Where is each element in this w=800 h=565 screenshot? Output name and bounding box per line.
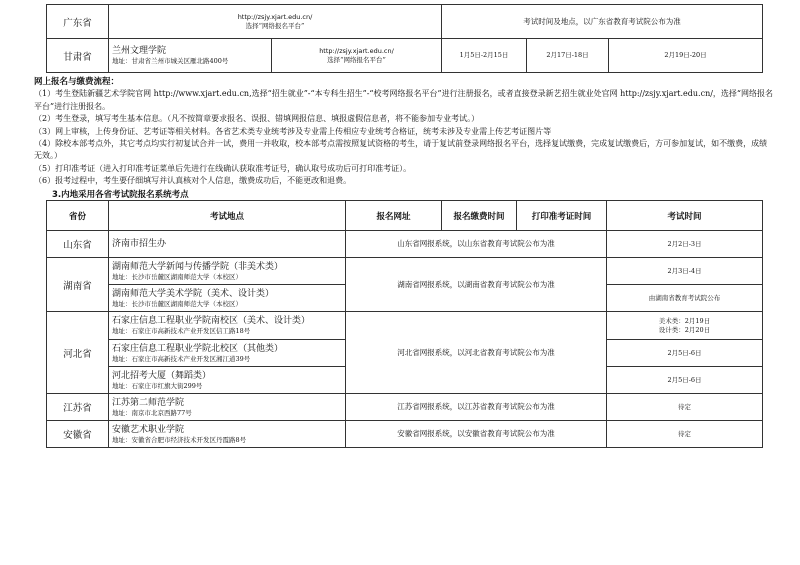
header-venue: 考试地点 — [109, 201, 346, 231]
flow-title: 网上报名与缴费流程： — [34, 77, 120, 87]
province-hebei: 河北省 — [47, 312, 109, 394]
system-note: 山东省网报系统，以山东省教育考试院公布为准 — [346, 231, 607, 258]
system-note: 湖南省网报系统，以湖南省教育考试院公布为准 — [346, 258, 607, 312]
exam-time: 2月5日-6日 — [607, 367, 763, 394]
table-row — [47, 421, 763, 448]
exam-time: 待定 — [607, 394, 763, 421]
flow-step-2: （2）考生登录，填写考生基本信息。（凡不按简章要求报名、误报、错填网报信息、填报虚假信息者，将不能参加专业考试。） — [34, 114, 480, 124]
venue-address: 地址：石家庄市高新技术产业开发区信工路18号 — [112, 327, 251, 335]
section-title: 3.内地采用各省考试院报名系统考点 — [52, 190, 189, 200]
header-url: 报名网址 — [346, 201, 442, 231]
venue-address: 地址：长沙市岳麓区湖南师范大学（本校区） — [112, 272, 242, 281]
header-fee-time: 报名缴费时间 — [442, 201, 517, 231]
venue-name: 石家庄信息工程职业学院南校区（美术、设计类） — [112, 316, 311, 326]
province-cell: 广东省 — [47, 5, 109, 39]
url-note: 选择“网络报名平台” — [327, 55, 386, 64]
url-cell — [272, 39, 442, 73]
venue-address: 地址：南京市北京西路77号 — [112, 408, 192, 417]
venue-cell — [109, 394, 346, 421]
header-exam-time: 考试时间 — [607, 201, 763, 231]
province-anhui: 安徽省 — [47, 421, 109, 448]
merged-note: 考试时间及地点，以广东省教育考试院公布为准 — [442, 5, 763, 39]
flow-step-4: （4）除校本部考点外，其它考点均实行初复试合并一试，费用一并收取，校本部考点需按照复试资格的考生，请于复试前登录网络报名平台，选择复试缴费，完成复试缴费后，方可参加复试，如不缴费，成绩无效。） — [34, 139, 768, 161]
venue-cell — [109, 285, 346, 312]
system-note: 河北省网报系统，以河北省教育考试院公布为准 — [346, 312, 607, 394]
venue-cell — [109, 340, 346, 367]
province-hunan: 湖南省 — [47, 258, 109, 312]
exam-time: 2月2日-3日 — [607, 231, 763, 258]
url-note: 选择“网络报名平台” — [245, 21, 305, 30]
exam-time: 由湖南省教育考试院公布 — [607, 285, 763, 312]
venue-name: 兰州文理学院 — [112, 46, 167, 56]
table-row — [47, 312, 763, 340]
venue-cell — [109, 312, 346, 340]
exam-time — [607, 312, 763, 340]
registration-url[interactable]: http://zsjy.xjart.edu.cn/ — [237, 12, 313, 21]
venue-name: 湖南师范大学美术学院（美术、设计类） — [112, 288, 275, 299]
venue-name: 济南市招生办 — [109, 231, 346, 258]
venue-cell — [109, 421, 346, 448]
exam-time-art: 美术类：2月19日 — [658, 316, 711, 325]
venue-address: 地址：安徽省合肥市经济技术开发区丹霞路8号 — [112, 435, 247, 444]
header-province: 省份 — [47, 201, 109, 231]
venue-name: 河北招考大厦（舞蹈类） — [112, 370, 212, 381]
exam-time: 2月19日-20日 — [609, 39, 763, 73]
top-exam-table — [46, 4, 763, 73]
venue-name: 江苏第二师范学院 — [112, 397, 185, 408]
table-header — [47, 201, 763, 231]
flow-step-6: （6）报考过程中，考生要仔细填写并认真核对个人信息，缴费成功后，不能更改和退费。 — [34, 176, 352, 186]
flow-step-5: （5）打印准考证（进入打印准考证菜单后先进行在线确认获取准考证号，确认取号成功后可打印准考证）。 — [34, 163, 412, 173]
registration-flow — [34, 76, 774, 188]
province-cell: 甘肃省 — [47, 39, 109, 73]
table-row — [47, 258, 763, 285]
flow-step-3: （3）网上审核，上传身份证、艺考证等相关材料。各省艺术类专业统考涉及专业需上传相应专业统考合格证，统考未涉及专业需上传艺考证图片等 — [34, 126, 552, 136]
province-jiangsu: 江苏省 — [47, 394, 109, 421]
url-cell — [109, 5, 442, 39]
venue-cell — [109, 258, 346, 285]
province-shandong: 山东省 — [47, 231, 109, 258]
table-row — [47, 394, 763, 421]
venue-address: 地址：石家庄市高新技术产业开发区湘江道39号 — [112, 354, 251, 363]
venue-cell — [109, 39, 272, 73]
venue-address: 地址：长沙市岳麓区湖南师范大学（本校区） — [112, 299, 242, 308]
flow-step-1: （1）考生登陆新疆艺术学院官网 http://www.xjart.edu.cn,选择“招生就业”-“本专科生招生”-“校考网络报名平台”进行注册报名，或者直接登录新艺招生就业处官网 http://zsjy.xjart.edu.cn/，选择“网络报名平台”进行注册报名。 — [34, 89, 774, 111]
venue-cell — [109, 367, 346, 394]
exam-time-design: 设计类：2月20日 — [658, 325, 711, 334]
venue-name: 安徽艺术职业学院 — [112, 424, 185, 435]
venue-name: 石家庄信息工程职业学院北校区（其他类） — [112, 343, 284, 354]
system-note: 江苏省网报系统，以江苏省教育考试院公布为准 — [346, 394, 607, 421]
venue-name: 湖南师范大学新闻与传播学院（非美术类） — [112, 261, 284, 272]
fee-time: 1月5日-2月15日 — [442, 39, 527, 73]
system-note: 安徽省网报系统，以安徽省教育考试院公布为准 — [346, 421, 607, 448]
top-row-guangdong — [47, 5, 763, 39]
table-row — [47, 231, 763, 258]
venue-address: 地址：甘肃省兰州市城关区雁北路400号 — [112, 57, 229, 65]
exam-time: 2月5日-6日 — [607, 340, 763, 367]
header-ticket-time: 打印准考证时间 — [517, 201, 607, 231]
venue-address: 地址：石家庄市红旗大街299号 — [112, 381, 203, 390]
ticket-time: 2月17日-18日 — [527, 39, 609, 73]
top-row-gansu — [47, 39, 763, 73]
exam-time: 待定 — [607, 421, 763, 448]
exam-time: 2月3日-4日 — [607, 258, 763, 285]
province-exam-table — [46, 200, 763, 448]
registration-url[interactable]: http://zsjy.xjart.edu.cn/ — [319, 46, 394, 55]
